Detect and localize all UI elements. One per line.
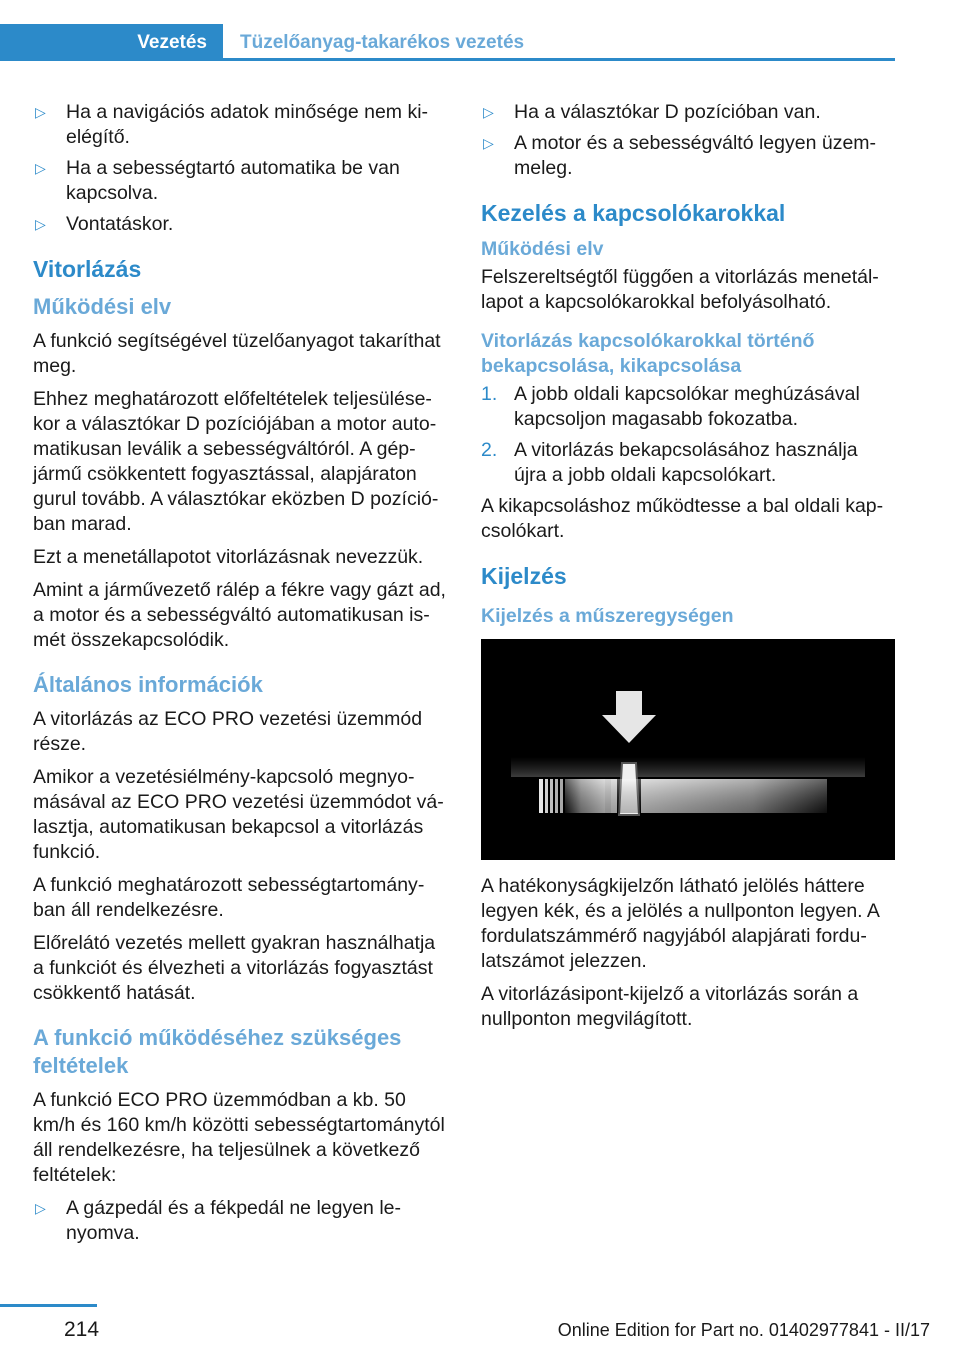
section-tab: Vezetés [0,24,223,61]
list-item: ▷ Ha a navigációs adatok minősége nem kielégítő. [35,101,429,148]
page-header [0,0,895,62]
paragraph: Felszereltségtől függően a vitorlázás menetállapot a kapcsolókarokkal befolyásolható. [481,266,879,313]
heading-altalanos: Általános információk [33,672,263,697]
left-column [33,100,448,1252]
list-item: ▷ Ha a választókar D pozícióban van. [483,101,821,123]
paragraph: Amint a járművezető rálép a fékre vagy gázt ad, a motor és a sebességváltó automatikusan ismét összekapcsolódik. [33,579,446,651]
paragraph: A hatékonyságkijelzőn látható jelölés háttere legyen kék, és a jelölés a nullponton legyen. A fordulatszámmérő nagyjából alapjárati fordulatszámot jelezzen. [481,875,879,972]
step-item: 1. A jobb oldali kapcsolókar meghúzásával kapcsoljon magasabb fokozatba. [481,383,860,430]
paragraph: Előrelátó vezetés mellett gyakran használhatja a funkciót és élvezheti a vitorlázás fogyasztást csökkentő hatását. [33,932,436,1004]
down-arrow-icon [602,691,656,743]
triangle-bullet-icon: ▷ [35,216,46,232]
list-item: ▷ Ha a sebességtartó automatika be van kapcsolva. [35,157,400,204]
paragraph: Ehhez meghatározott előfeltételek teljesülésekor a választókar D pozíciójában a motor automatikusan leválik a sebességváltóról. A gépjármű csökkentett fogyasztással, alapjáraton gurul tovább. A választókar eközben D pozícióban marad. [33,388,439,535]
condition-list-top [33,100,448,237]
footer-rule [0,1304,97,1307]
triangle-bullet-icon: ▷ [483,104,494,120]
paragraph: Ezt a menetállapotot vitorlázásnak nevezzük. [33,546,424,568]
list-item: ▷ A motor és a sebességváltó legyen üzemmeleg. [483,132,877,179]
heading-vitorlazas: Vitorlázás [33,256,142,282]
paragraph: Amikor a vezetésiélmény-kapcsoló megnyomásával az ECO PRO vezetési üzemmódot választja, automatikusan bekapcsol a vitorlázás funkció. [33,766,444,863]
heading-feltetelek: A funkció működéséhez szükséges feltételek [33,1025,402,1078]
bar-ticks-left [539,779,563,813]
triangle-bullet-icon: ▷ [35,1200,46,1216]
coasting-indicator-image [481,639,895,860]
instrument-cluster-figure [481,639,895,860]
condition-list-bottom [33,1196,448,1246]
step-item: 2. A vitorlázás bekapcsolásához használja újra a jobb oldali kapcsolókart. [481,439,858,486]
paragraph: A funkció meghatározott sebességtartományban áll rendelkezésre. [33,874,425,921]
condition-list-continued [481,100,895,181]
list-item: ▷ A gázpedál és a fékpedál ne legyen lenyomva. [35,1197,402,1244]
heading-kijelzes-muszer: Kijelzés a műszeregységen [481,605,734,627]
edition-note: Online Edition for Part no. 01402977841 - II/17 [557,1320,930,1340]
heading-mukodesi-elv-2: Működési elv [481,238,604,260]
paragraph: A vitorlázás az ECO PRO vezetési üzemmód része. [33,708,423,755]
header-rule [0,58,895,61]
heading-kijelzes: Kijelzés [481,563,567,589]
right-column [481,100,895,1040]
paragraph: A kikapcsoláshoz működtesse a bal oldali kapcsolókart. [481,495,884,542]
heading-kezeles: Kezelés a kapcsolókarokkal [481,200,786,226]
paragraph: A funkció ECO PRO üzemmódban a kb. 50 km/h és 160 km/h közötti sebességtartománytól áll rendelkezésre, ha teljesülnek a következő feltételek: [33,1089,445,1186]
triangle-bullet-icon: ▷ [35,160,46,176]
triangle-bullet-icon: ▷ [35,104,46,120]
paragraph: A funkció segítségével tüzelőanyagot takaríthat meg. [33,330,441,377]
triangle-bullet-icon: ▷ [483,135,494,151]
page-number: 214 [64,1318,100,1341]
heading-be-ki: Vitorlázás kapcsolókarokkal történő bekapcsolása, kikapcsolása [481,330,815,377]
heading-mukodesi-elv: Működési elv [33,294,172,319]
subsection-tab: Tüzelőanyag-takarékos vezetés [240,31,525,53]
steps-list [481,382,895,488]
paragraph: A vitorlázásipont-kijelző a vitorlázás során a nullponton megvilágított. [481,983,859,1030]
list-item: ▷ Vontatáskor. [35,213,174,235]
